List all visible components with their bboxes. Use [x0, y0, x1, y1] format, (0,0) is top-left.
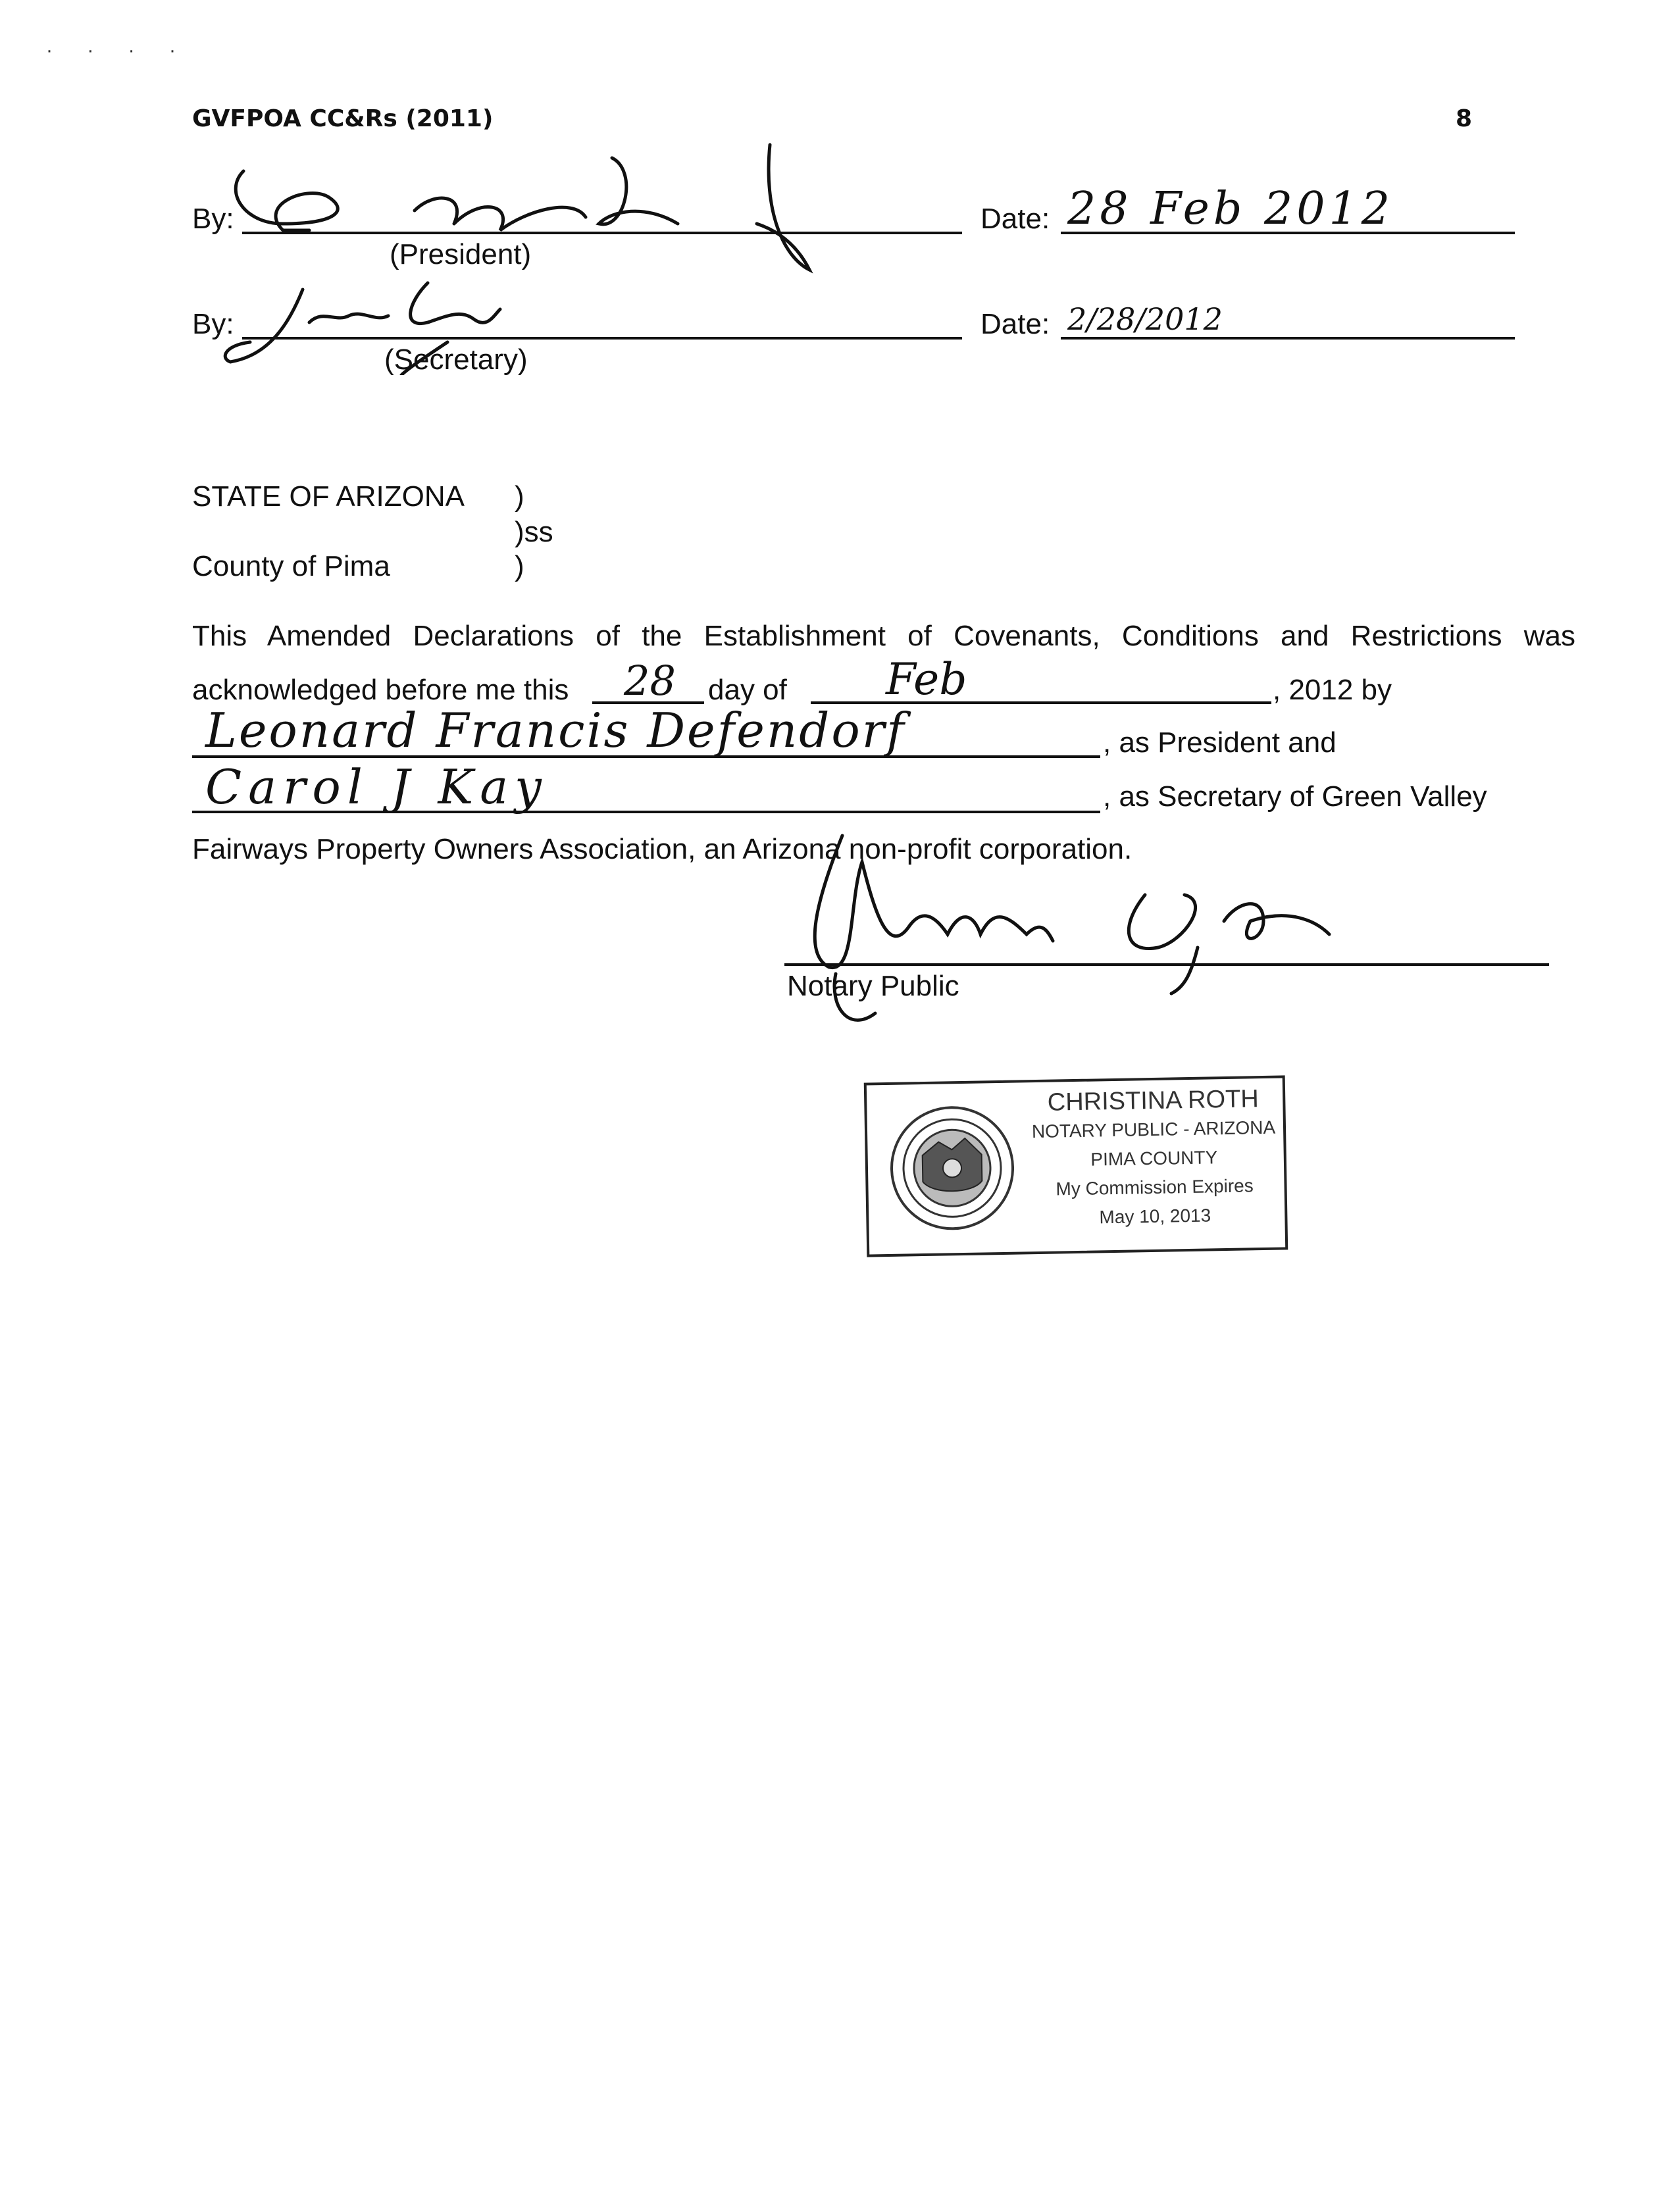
secretary-date-label: Date: — [980, 308, 1050, 340]
stamp-text-block — [1025, 1085, 1284, 1234]
ss-label: )ss — [515, 516, 553, 548]
state-label: STATE OF ARIZONA — [192, 480, 465, 513]
president-suffix: , as President and — [1103, 726, 1336, 759]
notary-stamp — [864, 1075, 1288, 1257]
stamp-commission-label: My Commission Expires — [1056, 1175, 1254, 1199]
scan-marks: · · · · — [46, 39, 190, 61]
secretary-role-label: (Secretary) — [384, 343, 528, 376]
page-number: 8 — [1456, 105, 1473, 132]
president-role-label: (President) — [390, 238, 532, 270]
state-seal-icon — [885, 1101, 1019, 1235]
secretary-suffix: , as Secretary of Green Valley — [1103, 780, 1487, 813]
stamp-commission-date: May 10, 2013 — [1099, 1205, 1211, 1228]
president-name-handwritten: Leonard Francis Defendorf — [205, 703, 906, 758]
secretary-date-line — [1061, 337, 1515, 340]
stamp-county: PIMA COUNTY — [1090, 1147, 1218, 1170]
president-date-value: 28 Feb 2012 — [1067, 183, 1394, 235]
secretary-name-handwritten: Carol J Kay — [205, 759, 548, 815]
ack-line-2-start: acknowledged before me this — [192, 674, 569, 706]
ack-year: , 2012 by — [1273, 674, 1392, 706]
county-paren: ) — [515, 550, 524, 582]
ack-line-1: This Amended Declarations of the Establishment of Covenants, Conditions and Restrictions was — [192, 620, 1575, 652]
ack-line-5: Fairways Property Owners Association, an Arizona non-profit corporation. — [192, 833, 1133, 865]
president-by-label: By: — [192, 203, 234, 235]
document-header-title: GVFPOA CC&Rs (2011) — [192, 105, 494, 132]
notary-signature-line — [784, 963, 1549, 966]
president-date-label: Date: — [980, 203, 1050, 235]
president-signature — [217, 132, 875, 283]
secretary-date-value: 2/28/2012 — [1067, 301, 1223, 337]
stamp-notary-title: NOTARY PUBLIC - ARIZONA — [1031, 1117, 1276, 1142]
ack-day-of: day of — [708, 674, 787, 706]
day-value: 28 — [624, 657, 676, 705]
county-label: County of Pima — [192, 550, 390, 582]
month-value: Feb — [886, 654, 967, 705]
secretary-by-label: By: — [192, 308, 234, 340]
notary-public-label: Notary Public — [787, 970, 959, 1002]
stamp-notary-name: CHRISTINA ROTH — [1047, 1085, 1260, 1117]
state-paren: ) — [515, 480, 524, 513]
